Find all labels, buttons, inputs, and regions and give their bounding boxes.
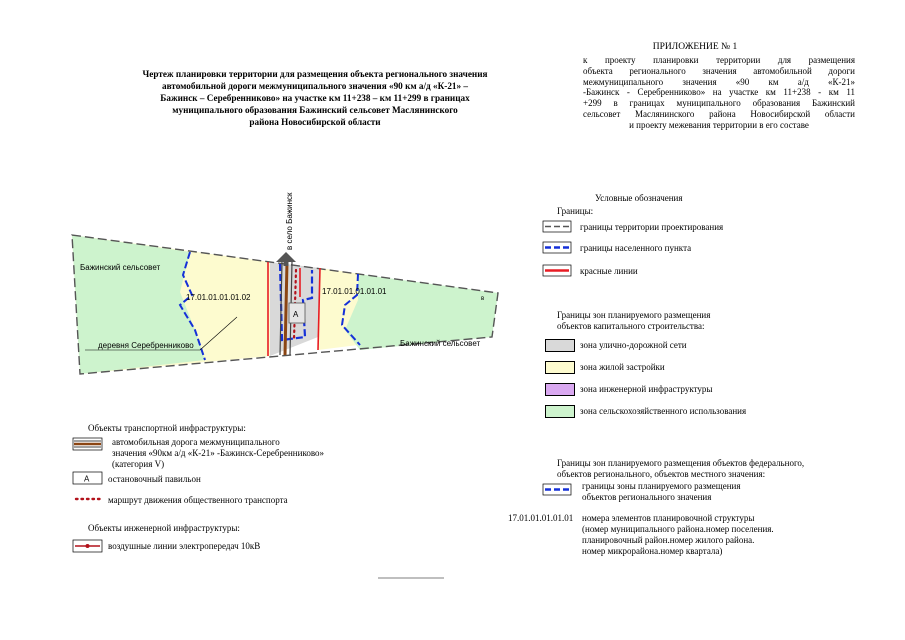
legend-code-description: номера элементов планировочной структуры (номер муниципального района.номер поселения. планировочный район.номер жилого района. номер микрорайона.номер квартала)	[582, 513, 774, 556]
engineering-zone-swatch	[545, 383, 575, 396]
legend-label-residential-zone: зона жилой застройки	[580, 362, 665, 372]
zones-heading: Границы зон планируемого размещения объектов капитального строительства:	[557, 310, 711, 331]
legend-label-regional-zone: границы зоны планируемого размещения объектов регионального значения	[582, 481, 741, 502]
legend-code-sample: 17.01.01.01.01.01	[508, 513, 574, 523]
drawing-title: Чертеж планировки территории для размещения объекта регионального значения автомобильной дороги межмуниципального значения «90 км а/д «К-21» – Бажинск – Серебренниково» на участке км 11+238 – км 11+299 в границах муниципального образования Бажинский сельсовет Маслянинского района Новосибирской области	[142, 69, 488, 127]
agricultural-zone-swatch	[545, 405, 575, 418]
legend-label-engineering-zone: зона инженерной инфраструктуры	[580, 384, 713, 394]
legend-label-power-line: воздушные линии электропередач 10кВ	[108, 541, 261, 551]
residential-zone-swatch	[545, 361, 575, 374]
direction-arrow-icon	[276, 252, 296, 262]
legend-label-bus-stop: остановочный павильон	[108, 474, 201, 484]
transport-swatches	[72, 437, 104, 517]
appendix-header: ПРИЛОЖЕНИЕ № 1	[652, 42, 738, 52]
power-line-swatch-dot	[86, 544, 90, 548]
bus-stop-letter: А	[293, 310, 299, 319]
quarter-code-left: 17.01.01.01.01.02	[186, 293, 251, 302]
quarter-code-right: 17.01.01.01.01.01	[322, 287, 387, 296]
transport-heading: Объекты транспортной инфраструктуры:	[88, 423, 246, 433]
legend-label-red-lines: красные линии	[580, 266, 638, 276]
regional-zone-swatch	[542, 483, 572, 499]
power-line-swatch	[72, 539, 104, 555]
right-council-label: Бажинский сельсовет	[400, 339, 481, 348]
engineering-heading: Объекты инженерной инфраструктуры:	[88, 523, 240, 533]
corner-mark: в	[481, 296, 485, 302]
fed-heading: Границы зон планируемого размещения объектов федерального, объектов регионального, объектов местного значения:	[557, 458, 805, 479]
boundaries-heading: Границы:	[557, 206, 594, 216]
boundary-swatches	[542, 220, 572, 282]
legend-label-agricultural-zone: зона сельскохозяйственного использования	[580, 406, 747, 416]
legend-label-settlement-boundary: границы населенного пункта	[580, 243, 692, 253]
legend-label-road: автомобильная дорога межмуниципального значения «90км а/д «К-21» -Бажинск-Серебренниково» (категория V)	[112, 437, 325, 469]
left-council-label: Бажинский сельсовет	[80, 263, 161, 272]
legend-label-road-zone: зона улично-дорожной сети	[580, 340, 687, 350]
legend-label-project-boundary: границы территории проектирования	[580, 222, 724, 232]
legend-heading: Условные обозначения	[595, 193, 683, 203]
legend-label-transit-route: маршрут движения общественного транспорта	[108, 495, 288, 505]
appendix-text: к проекту планировки территории для размещения объекта регионального значения автомобильной дороги межмуниципального значения «90 км а/д «К-21» -Бажинск - Серебренниково» на участке км 11+238 - км 11 +299 в границах муниципального образования Бажинский сельсовет Маслянинского района Новосибирской области и проекту межевания территории в его составе	[583, 55, 855, 130]
direction-label: в село Бажинск	[285, 192, 294, 250]
road-zone-swatch	[545, 339, 575, 352]
village-label: деревня Серебренниково	[98, 341, 194, 350]
bus-stop-swatch-letter: А	[84, 474, 90, 484]
road-line	[285, 262, 287, 355]
